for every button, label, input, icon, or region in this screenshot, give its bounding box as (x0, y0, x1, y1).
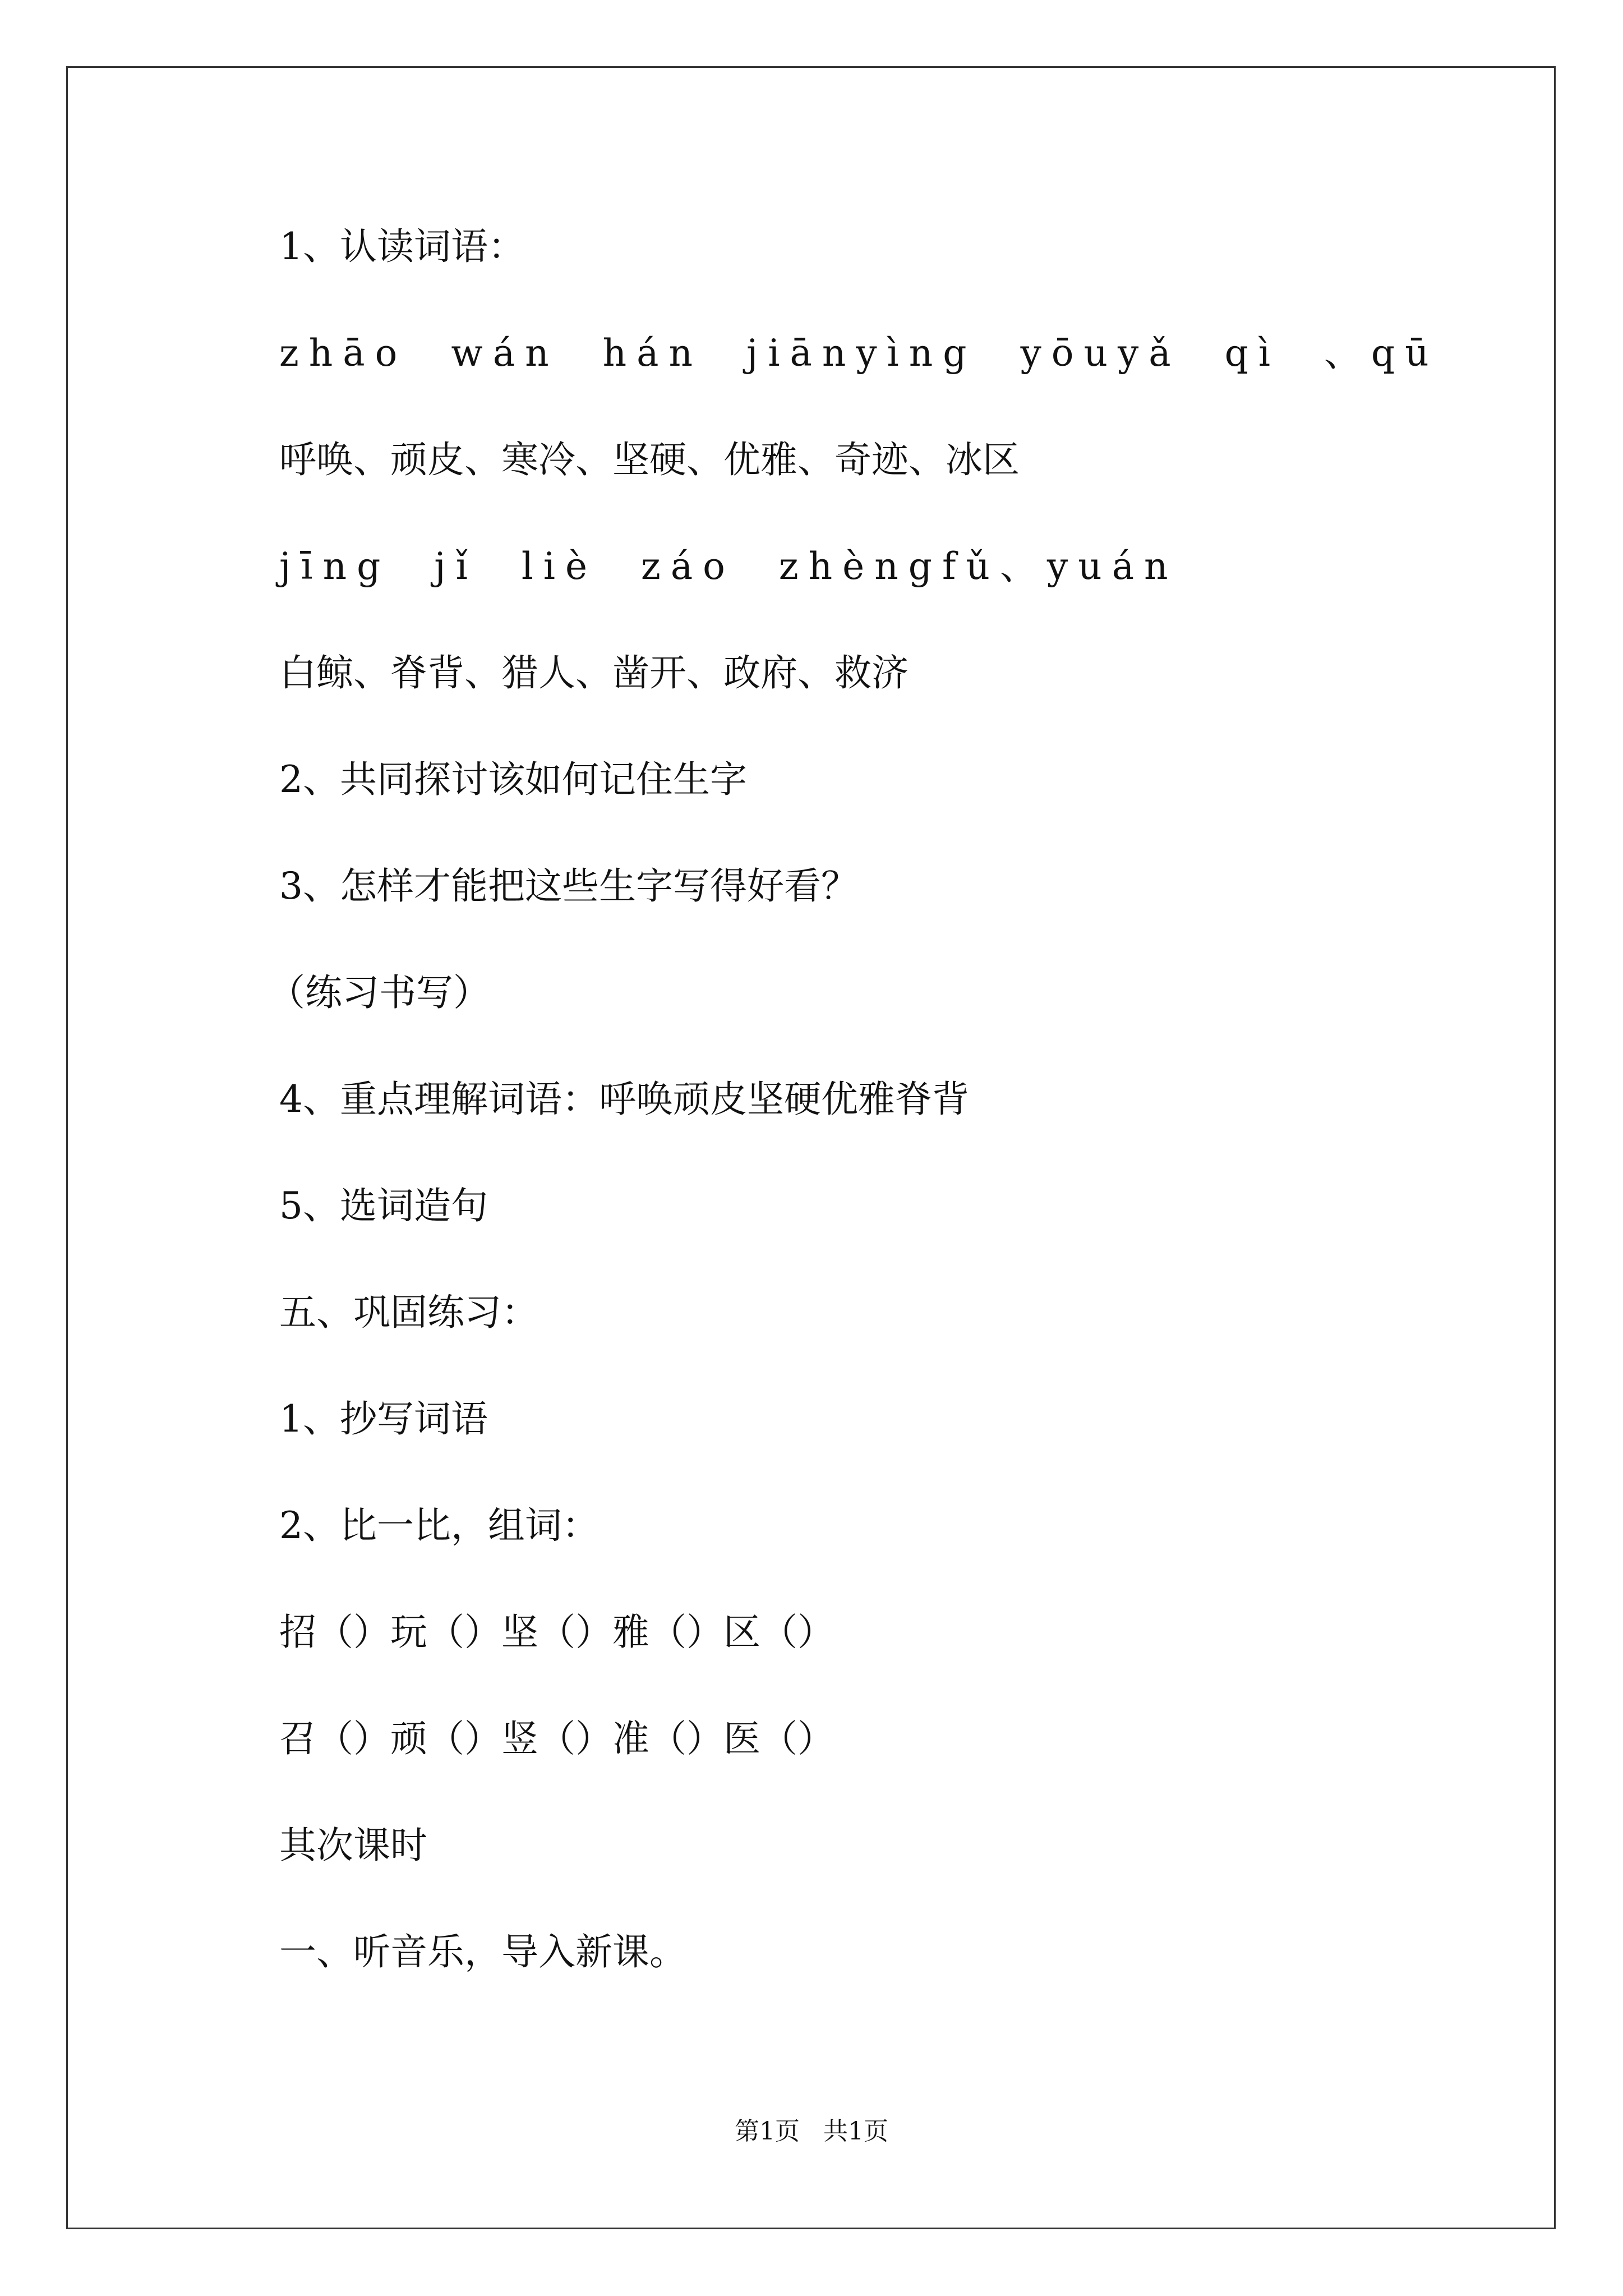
text-line: 4、重点理解词语：呼唤顽皮坚硬优雅脊背 (279, 1078, 969, 1121)
text-line: 白鲸、脊背、猎人、凿开、政府、救济 (279, 651, 909, 694)
text-line: 召（）顽（）竖（）准（）医（） (279, 1717, 834, 1760)
text-line: 2、共同探讨该如何记住生字 (279, 758, 747, 801)
text-line: 其次课时 (279, 1824, 427, 1867)
pinyin-line: jīng jǐ liè záo zhèngfǔ、yuán (279, 545, 1178, 588)
text-line: 5、选词造句 (279, 1184, 488, 1227)
pinyin-line: zhāo wán hán jiānyìng yōuyǎ qì 、qū (279, 332, 1439, 375)
text-line: （练习书写） (268, 971, 490, 1014)
text-line: 1、抄写词语 (279, 1397, 488, 1441)
text-line: 呼唤、顽皮、寒冷、坚硬、优雅、奇迹、冰区 (279, 438, 1020, 481)
text-line: 2、比一比，组词： (279, 1504, 599, 1547)
text-line: 招（）玩（）坚（）雅（）区（） (279, 1611, 834, 1654)
page-border (66, 66, 1556, 2229)
text-line: 1、认读词语： (279, 225, 525, 268)
text-line: 五、巩固练习： (279, 1291, 538, 1334)
page-footer: 第1页 共1页 (735, 2117, 888, 2146)
text-line: 3、怎样才能把这些生字写得好看？ (279, 864, 858, 908)
text-line: 一、听音乐，导入新课。 (279, 1930, 686, 1973)
